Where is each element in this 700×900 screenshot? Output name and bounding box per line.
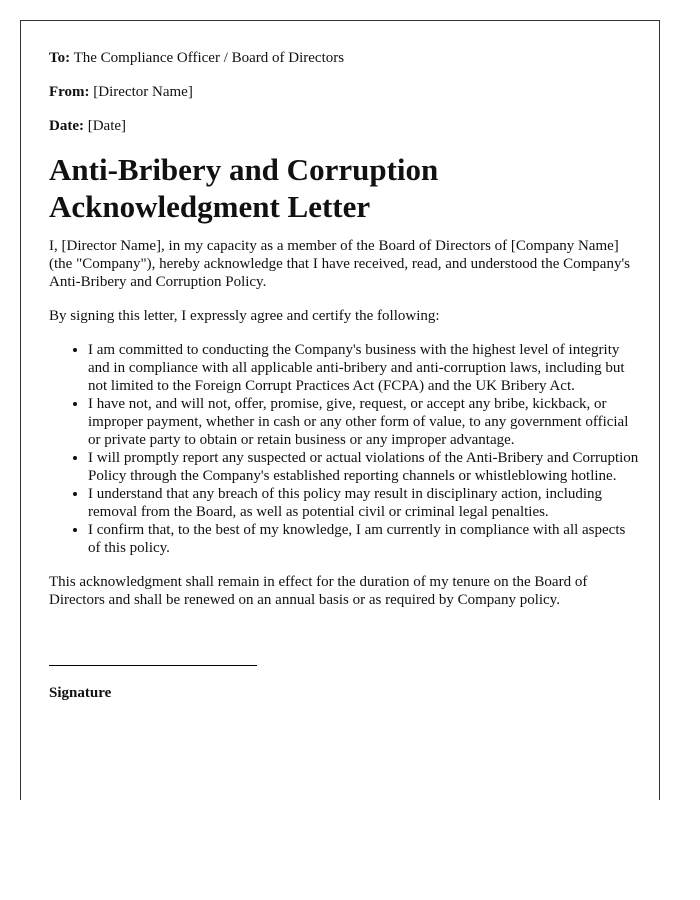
signature-line: [49, 665, 257, 666]
to-line: [49, 49, 639, 67]
letter-page: [20, 20, 660, 800]
to-label: To:: [49, 50, 71, 66]
from-value: [Director Name]: [93, 84, 193, 100]
intro-paragraph: I, [Director Name], in my capacity as a member of the Board of Directors of [Company Name] (the "Company"), hereby acknowledge that I have received, read, and understood the Company's Anti-Bribery and Corruption Policy.: [49, 238, 631, 290]
list-item: • I have not, and will not, offer, promise, give, request, or accept any bribe, kickback, or improper payment, whether in cash or any other form of value, to any government official or private party to obtain or retain business or any improper advantage.: [88, 395, 639, 449]
certification-list: [49, 341, 639, 557]
date-value: [Date]: [87, 118, 127, 134]
list-item: • I understand that any breach of this policy may result in disciplinary action, including removal from the Board, as well as potential civil or criminal legal penalties.: [88, 485, 639, 521]
list-item: • I am committed to conducting the Company's business with the highest level of integrity and in compliance with all applicable anti-bribery and anti-corruption laws, including but not limited to the Foreign Corrupt Practices Act (FCPA) and the UK Bribery Act.: [88, 341, 639, 395]
list-item: • I confirm that, to the best of my knowledge, I am currently in compliance with all aspects of this policy.: [88, 521, 639, 557]
letter-title: Anti-Bribery and Corruption Acknowledgment Letter: [49, 152, 439, 224]
from-line: [49, 83, 639, 101]
lead-paragraph: By signing this letter, I expressly agree and certify the following:: [49, 308, 440, 324]
signature-label: Signature: [49, 685, 112, 701]
from-label: From:: [49, 84, 90, 100]
list-item: • I will promptly report any suspected or actual violations of the Anti-Bribery and Corruption Policy through the Company's established reporting channels or whistleblowing hotline.: [88, 449, 639, 485]
closing-paragraph: This acknowledgment shall remain in effect for the duration of my tenure on the Board of Directors and shall be renewed on an annual basis or as required by Company policy.: [49, 574, 588, 608]
date-line: [49, 117, 639, 135]
to-value: The Compliance Officer / Board of Directors: [73, 50, 345, 66]
date-label: Date:: [49, 118, 84, 134]
